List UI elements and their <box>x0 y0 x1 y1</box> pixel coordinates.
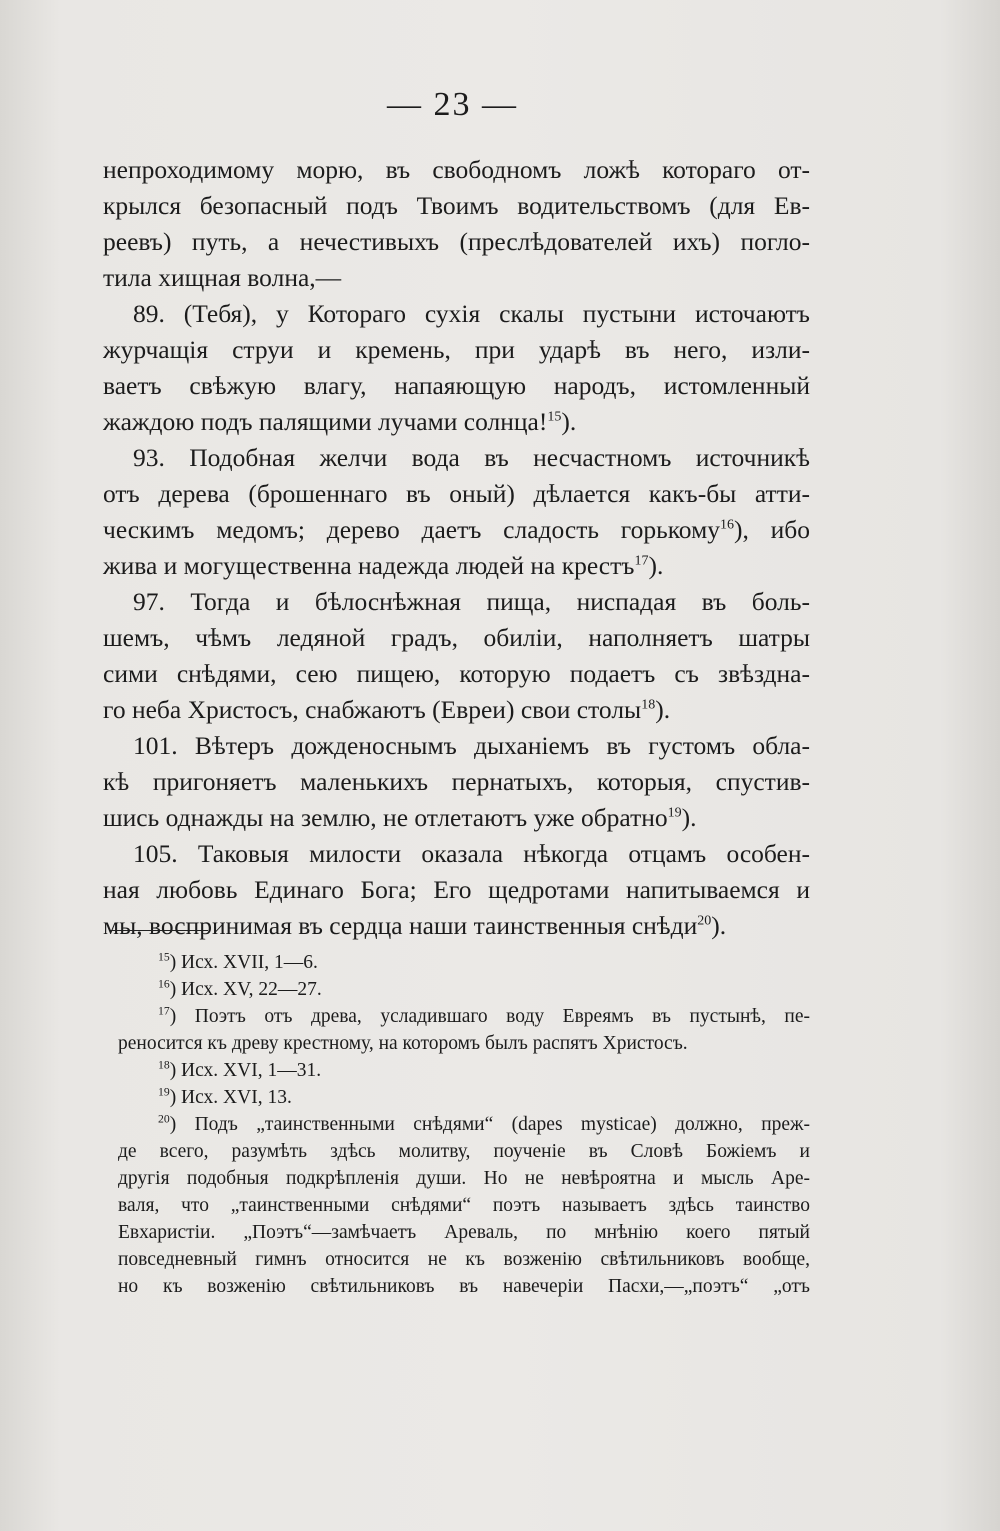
footnote-reference: 20 <box>697 913 712 929</box>
line-text: шемъ, чѣмъ ледяной градъ, обиліи, наполняетъ шатры <box>103 623 810 652</box>
footnote-line <box>118 1219 810 1246</box>
line-text: журчащія струи и кремень, при ударѣ въ него, изли- <box>103 335 810 364</box>
line-text: ческимъ медомъ; дерево даетъ сладость горькому <box>103 515 720 544</box>
text-line <box>103 584 810 620</box>
text-line <box>103 440 810 476</box>
footnote-reference: 15 <box>547 409 562 425</box>
line-text: 97. Тогда и бѣлоснѣжная пища, ниспадая въ боль- <box>133 587 810 616</box>
line-text-after: ), ибо <box>733 515 810 544</box>
footnotes <box>118 949 810 1300</box>
line-text: отъ дерева (брошеннаго въ оный) дѣлается какъ-бы атти- <box>103 479 810 508</box>
text-line <box>103 908 810 944</box>
line-text: сими снѣдями, сею пищею, которую подаетъ съ звѣздна- <box>103 659 810 688</box>
line-text: 101. Вѣтеръ дожденоснымъ дыханіемъ въ густомъ обла- <box>133 731 810 760</box>
line-text: мы, воспринимая въ сердца наши таинственныя снѣди <box>103 911 698 940</box>
line-text: ) Исх. XVI, 1—31. <box>169 1060 322 1081</box>
line-text: но къ возженію свѣтильниковъ въ навечеріи Пасхи,—„поэтъ“ „отъ <box>118 1276 810 1297</box>
page-number: — 23 — <box>387 86 518 123</box>
line-text: реносится къ древу крестному, на которомъ былъ распятъ Христосъ. <box>118 1033 688 1054</box>
text-line <box>103 404 810 440</box>
text-line <box>103 800 810 836</box>
text-line <box>103 368 810 404</box>
text-line <box>103 224 810 260</box>
line-text: ) Исх. XVII, 1—6. <box>169 952 318 973</box>
footnote-line <box>118 1111 810 1138</box>
line-text: 89. (Тебя), у Котораго сухія скалы пустыни источаютъ <box>133 299 810 328</box>
line-text: жаждою подъ палящими лучами солнца! <box>103 407 548 436</box>
text-line <box>103 692 810 728</box>
footnote-line <box>118 1003 810 1030</box>
line-text: ) Исх. XVI, 13. <box>169 1087 292 1108</box>
line-text: крылся безопасный подъ Твоимъ водительствомъ (для Ев- <box>103 191 810 220</box>
line-text: ) Поэтъ отъ древа, усладившаго воду Евреямъ въ пустынѣ, пе- <box>169 1006 810 1027</box>
line-text-after: ). <box>681 803 697 832</box>
text-line <box>103 728 810 764</box>
footnote-reference: 16 <box>719 517 734 533</box>
line-text: 105. Таковыя милости оказала нѣкогда отцамъ особен- <box>133 839 810 868</box>
footnote-line <box>118 1084 810 1111</box>
line-text: ) Подъ „таинственными снѣдями“ (dapes mysticae) должно, преж- <box>169 1114 810 1135</box>
footnote-line <box>118 1246 810 1273</box>
line-text: непроходимому морю, въ свободномъ ложѣ котораго от- <box>103 155 810 184</box>
text-line <box>103 764 810 800</box>
line-text: ваетъ свѣжую влагу, напаяющую народъ, истомленный <box>103 371 810 400</box>
line-text-after: ). <box>648 551 664 580</box>
line-text: реевъ) путь, а нечестивыхъ (преслѣдователей ихъ) погло- <box>103 227 810 256</box>
footnote-line <box>118 1273 810 1300</box>
line-text-after: ). <box>711 911 727 940</box>
line-text-after: ). <box>655 695 671 724</box>
line-text: шись однажды на землю, не отлетаютъ уже обратно <box>103 803 668 832</box>
text-line <box>103 620 810 656</box>
line-text: валя, что „таинственными снѣдями“ поэтъ называетъ здѣсь таинство <box>118 1195 810 1216</box>
footnote-line <box>118 1192 810 1219</box>
text-line <box>103 152 810 188</box>
main-text <box>103 152 810 944</box>
line-text: ная любовь Единаго Бога; Его щедротами напитываемся и <box>103 875 810 904</box>
footnote-marker: 18 <box>158 1058 170 1072</box>
line-text: кѣ пригоняетъ маленькихъ пернатыхъ, которыя, спустив- <box>103 767 810 796</box>
footnote-line <box>118 976 810 1003</box>
footnote-line <box>118 949 810 976</box>
footnote-marker: 17 <box>158 1004 170 1018</box>
line-text: ) Исх. XV, 22—27. <box>169 979 322 1000</box>
line-text: 93. Подобная желчи вода въ несчастномъ источникѣ <box>133 443 810 472</box>
line-text: Евхаристіи. „Поэтъ“—замѣчаетъ Ареваль, по мнѣнію коего пятый <box>118 1222 810 1243</box>
footnote-divider <box>110 930 208 931</box>
footnote-reference: 18 <box>641 697 656 713</box>
footnote-reference: 17 <box>634 553 649 569</box>
line-text: де всего, разумѣть здѣсь молитву, поученіе въ Словѣ Божіемъ и <box>118 1141 810 1162</box>
text-line <box>103 476 810 512</box>
text-line <box>103 656 810 692</box>
text-line <box>103 548 810 584</box>
footnote-marker: 16 <box>158 977 170 991</box>
line-text: повседневный гимнъ относится не къ возженію свѣтильниковъ вообще, <box>118 1249 810 1270</box>
line-text: тила хищная волна,— <box>103 263 342 292</box>
footnote-line <box>118 1057 810 1084</box>
text-line <box>103 872 810 908</box>
text-line <box>103 512 810 548</box>
line-text: жива и могущественна надежда людей на крестъ <box>103 551 635 580</box>
footnote-reference: 19 <box>667 805 682 821</box>
footnote-line <box>118 1030 810 1057</box>
text-line <box>103 296 810 332</box>
footnote-line <box>118 1165 810 1192</box>
text-line <box>103 188 810 224</box>
line-text: го неба Христосъ, снабжаютъ (Евреи) свои столы <box>103 695 642 724</box>
footnote-line <box>118 1138 810 1165</box>
footnote-marker: 20 <box>158 1112 170 1126</box>
text-line <box>103 836 810 872</box>
line-text-after: ). <box>561 407 577 436</box>
footnote-marker: 19 <box>158 1085 170 1099</box>
text-line <box>103 332 810 368</box>
line-text: другія подобныя подкрѣпленія души. Но не невѣроятна и мысль Аре- <box>118 1168 810 1189</box>
text-line <box>103 260 810 296</box>
footnote-marker: 15 <box>158 950 170 964</box>
